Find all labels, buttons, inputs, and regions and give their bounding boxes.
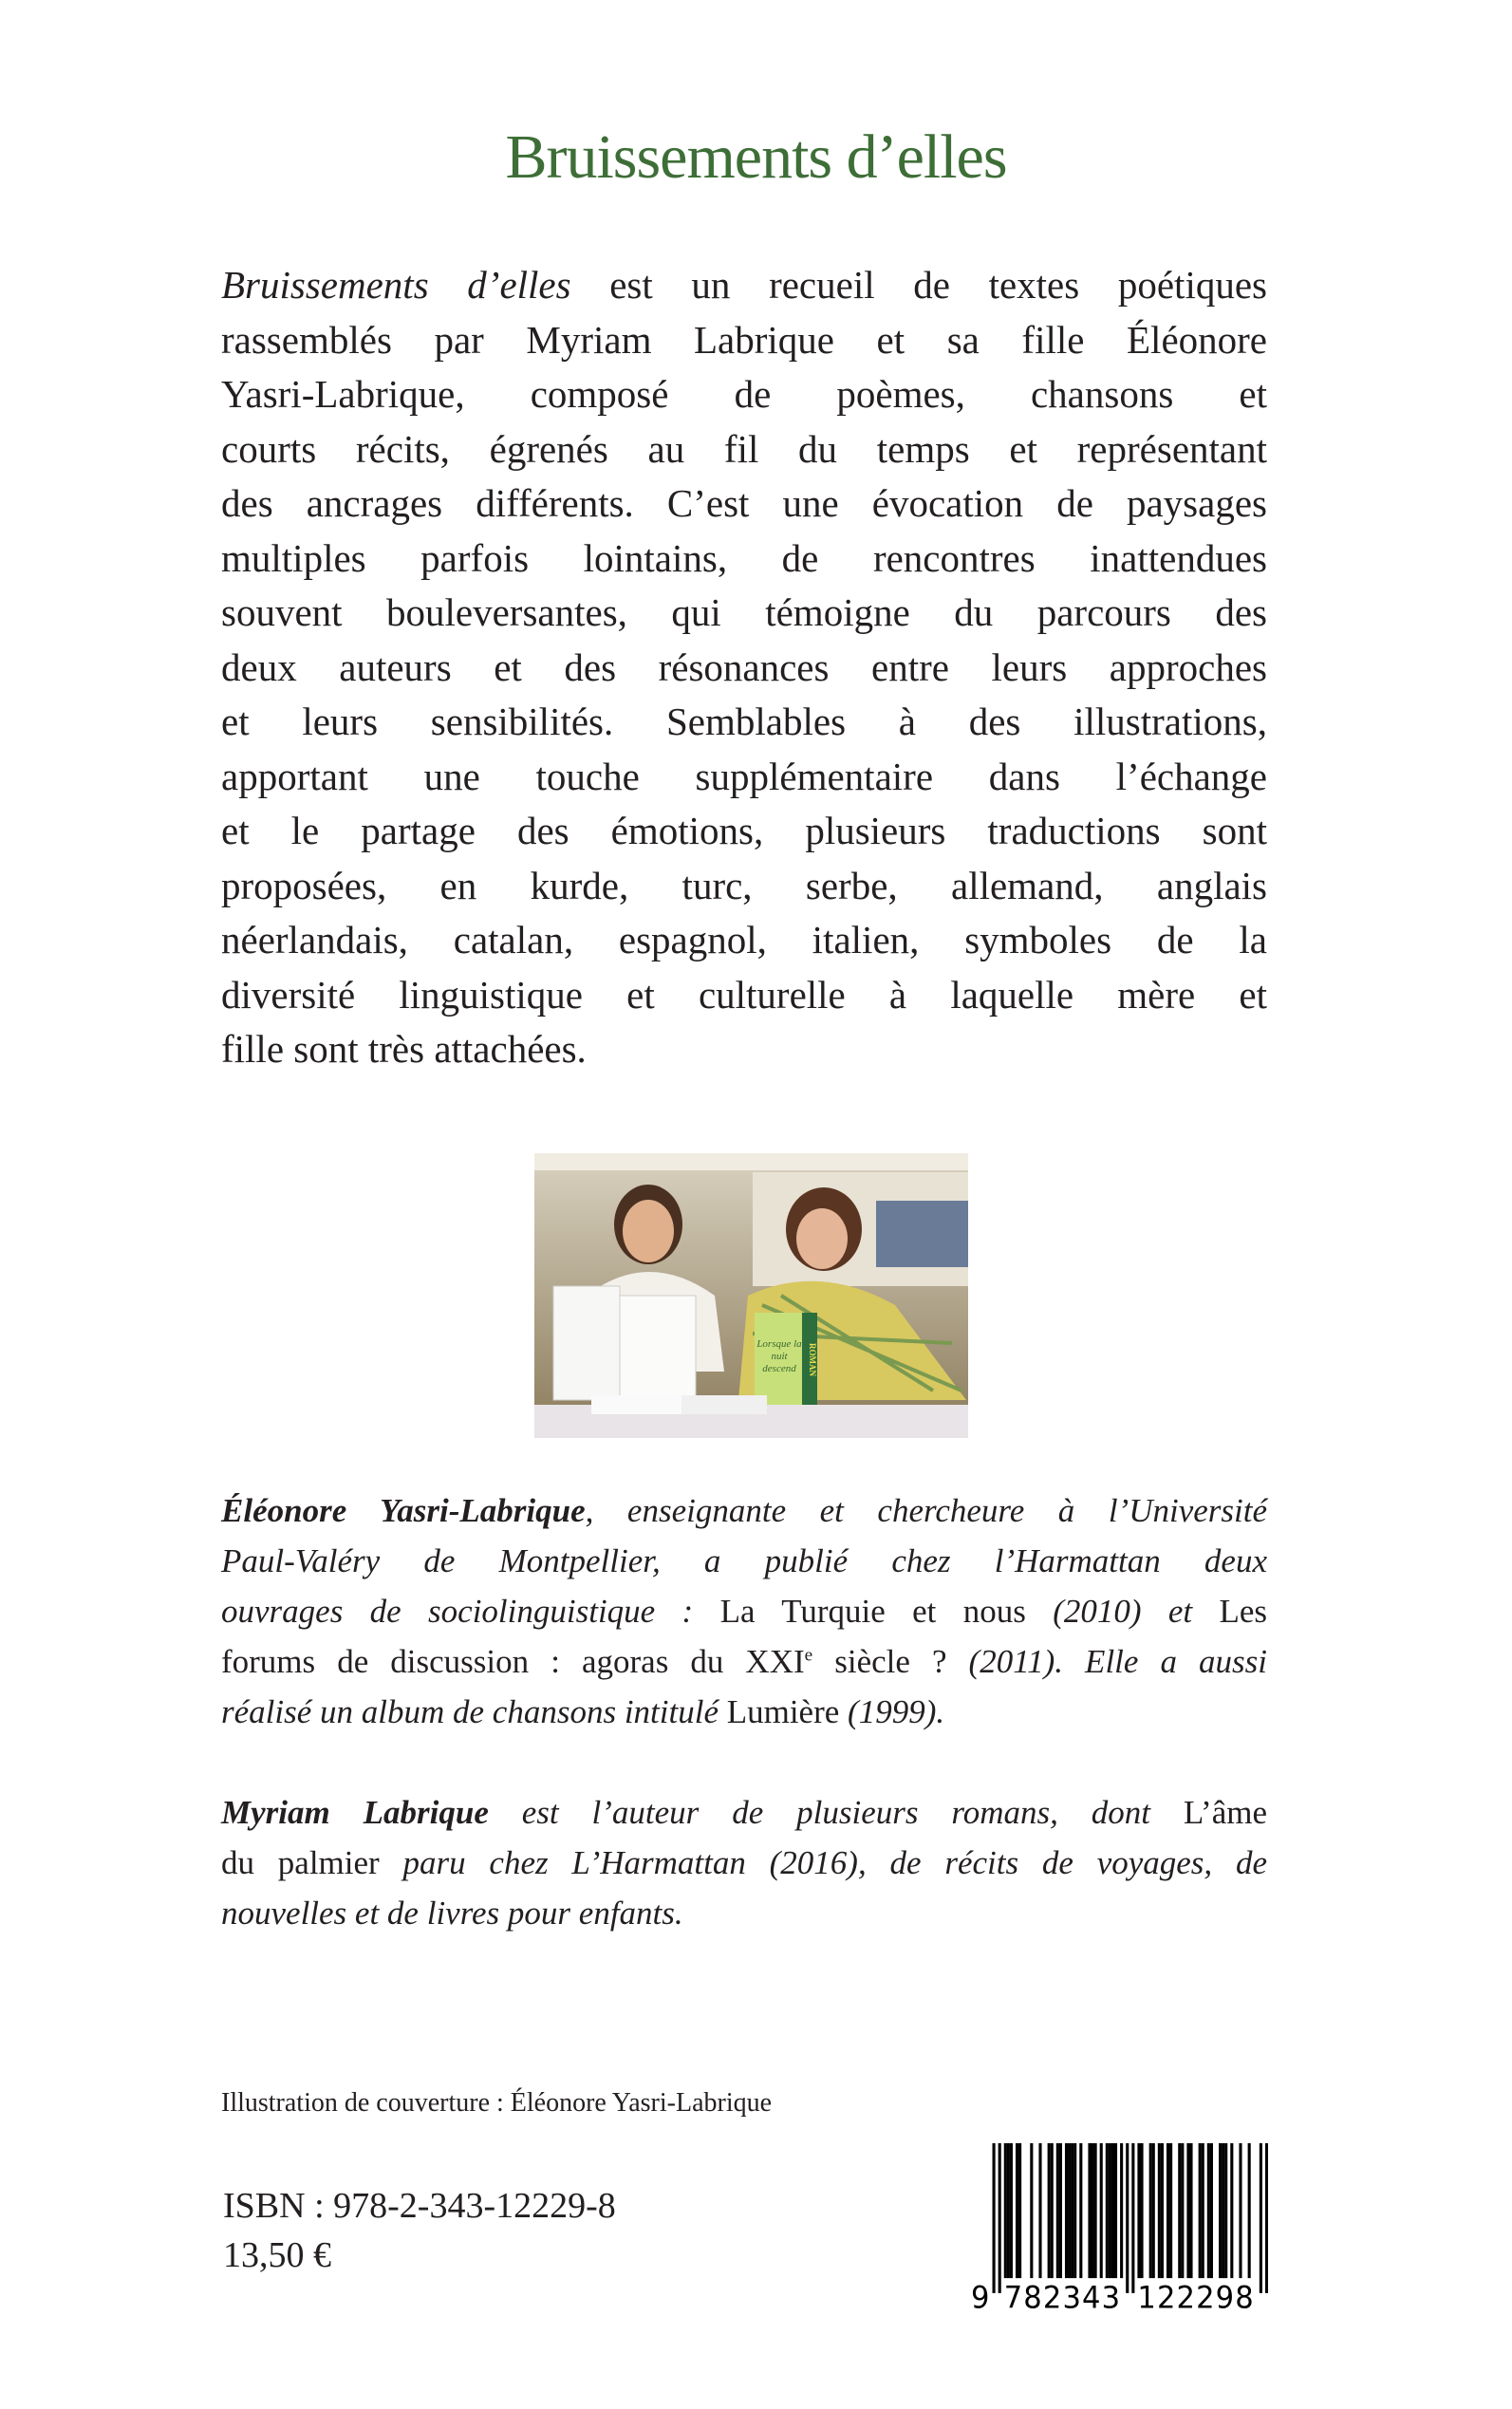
barcode-bar xyxy=(1239,2143,1241,2278)
text-line xyxy=(221,258,1267,313)
barcode-bar xyxy=(1158,2143,1161,2278)
barcode-bar xyxy=(1210,2143,1213,2278)
barcode-bar xyxy=(1004,2143,1007,2278)
cover-credit: Illustration de couverture : Éléonore Yasri-Labrique xyxy=(221,2088,773,2118)
text-segment: Lumière xyxy=(726,1693,849,1730)
barcode-bar xyxy=(1219,2143,1222,2278)
text-line xyxy=(221,1787,1267,1838)
barcode-bar xyxy=(1178,2143,1181,2278)
text-line xyxy=(221,804,1267,859)
text-line xyxy=(221,968,1267,1023)
barcode-bar xyxy=(1038,2143,1041,2278)
isbn: ISBN : 978-2-343-12229-8 xyxy=(223,2186,616,2226)
barcode-bar xyxy=(1199,2143,1202,2278)
text-segment: e xyxy=(804,1645,813,1666)
text-segment: forums de discussion : agoras du XXI xyxy=(221,1643,805,1680)
barcode-bar xyxy=(1140,2143,1143,2278)
barcode-bar xyxy=(1260,2143,1262,2293)
text-segment: souvent bouleversantes, qui témoigne du parcours des xyxy=(221,590,1267,634)
barcode-bar xyxy=(1088,2143,1091,2278)
text-line xyxy=(221,859,1267,914)
text-line xyxy=(221,1687,1267,1737)
barcode-digits: 782343 xyxy=(1003,2281,1121,2314)
barcode-bar xyxy=(1010,2143,1013,2278)
text-segment: Yasri-Labrique, composé de poèmes, chansons et xyxy=(221,372,1267,416)
text-line xyxy=(221,695,1267,750)
text-line xyxy=(221,913,1267,968)
price: 13,50 € xyxy=(223,2235,331,2275)
barcode-bar xyxy=(1100,2143,1103,2278)
barcode-bar xyxy=(1071,2143,1073,2278)
barcode-bar xyxy=(1059,2143,1062,2278)
barcode-bar xyxy=(1073,2143,1076,2278)
text-segment: siècle ? xyxy=(812,1643,969,1680)
text-segment: L’âme xyxy=(1183,1794,1267,1831)
barcode-bar xyxy=(1030,2143,1033,2278)
text-segment: nouvelles et de livres pour enfants. xyxy=(221,1895,683,1932)
text-line xyxy=(221,1586,1267,1636)
text-line xyxy=(221,532,1267,587)
barcode-digits: 9 xyxy=(971,2281,990,2314)
barcode-bar xyxy=(1189,2143,1192,2278)
barcode-bar xyxy=(1111,2143,1114,2278)
barcode-bar xyxy=(1131,2143,1134,2293)
text-segment: Éléonore Yasri-Labrique xyxy=(221,1492,586,1529)
text-line xyxy=(221,1888,1267,1938)
barcode-bar xyxy=(1152,2143,1155,2278)
text-line xyxy=(221,1838,1267,1888)
text-segment: , enseignante et chercheure à l’Université xyxy=(585,1492,1267,1529)
barcode-bar xyxy=(1202,2143,1204,2278)
barcode-bar xyxy=(1126,2143,1129,2293)
barcode-bar xyxy=(1169,2143,1172,2278)
text-segment: des ancrages différents. C’est une évocation de paysages xyxy=(221,481,1267,525)
text-segment: et leurs sensibilités. Semblables à des illustrations, xyxy=(221,700,1267,743)
text-segment: apportant une touche supplémentaire dans l’échange xyxy=(221,754,1267,798)
text-line xyxy=(221,641,1267,696)
text-line xyxy=(221,1485,1267,1536)
authors-photo xyxy=(534,1153,968,1438)
barcode-bar xyxy=(1065,2143,1068,2278)
barcode-bar xyxy=(1248,2143,1251,2278)
photo-book-title: Lorsque la nuit descend xyxy=(756,1338,802,1374)
barcode xyxy=(966,2143,1268,2314)
barcode-bar xyxy=(999,2143,1001,2293)
text-segment: du palmier xyxy=(221,1844,403,1881)
text-segment: proposées, en kurde, turc, serbe, allemand, anglais xyxy=(221,863,1267,907)
barcode-bar xyxy=(1091,2143,1093,2278)
text-segment: courts récits, égrenés au fil du temps et représentant xyxy=(221,426,1267,471)
text-line xyxy=(221,313,1267,368)
bio-eleonore xyxy=(221,1485,1267,1737)
barcode-bar xyxy=(1007,2143,1010,2278)
barcode-bar xyxy=(1181,2143,1184,2278)
bio-myriam xyxy=(221,1787,1267,1938)
text-segment: réalisé un album de chansons intitulé xyxy=(221,1693,727,1730)
book-spine-text: ROMAN xyxy=(808,1343,817,1376)
barcode-bar xyxy=(1167,2143,1169,2278)
barcode-bar xyxy=(1068,2143,1071,2278)
barcode-bar xyxy=(1094,2143,1097,2278)
text-line xyxy=(221,1536,1267,1586)
text-segment: paru chez L’Harmattan (2016), de récits de voyages, de xyxy=(402,1844,1268,1881)
barcode-digits: 122298 xyxy=(1137,2281,1254,2314)
barcode-bar xyxy=(1018,2143,1021,2278)
barcode-bar xyxy=(1109,2143,1111,2278)
barcode-bar xyxy=(1230,2143,1233,2278)
barcode-bar xyxy=(1265,2143,1268,2293)
text-segment: Les xyxy=(1219,1593,1268,1630)
text-segment: ouvrages de sociolinguistique : xyxy=(221,1593,720,1630)
barcode-bar xyxy=(1149,2143,1152,2278)
barcode-bar xyxy=(1051,2143,1054,2278)
text-line xyxy=(221,422,1267,477)
text-segment: et le partage des émotions, plusieurs traductions sont xyxy=(221,809,1267,852)
text-segment: (2010) et xyxy=(1053,1593,1220,1630)
barcode-bar xyxy=(1137,2143,1140,2278)
text-line xyxy=(221,586,1267,641)
barcode-bar xyxy=(1114,2143,1117,2278)
barcode-bar xyxy=(1048,2143,1051,2278)
text-segment: (1999). xyxy=(848,1693,945,1730)
text-segment: deux auteurs et des résonances entre leurs approches xyxy=(221,644,1267,689)
text-segment: (2011). Elle a aussi xyxy=(968,1643,1267,1680)
barcode-bar xyxy=(1079,2143,1082,2278)
text-line xyxy=(221,476,1267,532)
text-line xyxy=(221,1636,1267,1687)
barcode-bar xyxy=(1106,2143,1109,2278)
text-line xyxy=(221,750,1267,805)
book-title: Bruissements d’elles xyxy=(505,122,1007,192)
barcode-bar xyxy=(1016,2143,1018,2278)
barcode-bar xyxy=(1207,2143,1210,2278)
summary-paragraph xyxy=(221,258,1267,1077)
barcode-bar xyxy=(1056,2143,1059,2278)
text-segment: fille sont très attachées. xyxy=(221,1027,587,1071)
barcode-bar xyxy=(1186,2143,1189,2278)
barcode-bar xyxy=(1161,2143,1164,2278)
barcode-bar xyxy=(1222,2143,1224,2278)
text-segment: rassemblés par Myriam Labrique et sa fille Éléonore xyxy=(221,317,1267,362)
barcode-bar xyxy=(993,2143,996,2293)
text-segment: Paul-Valéry de Montpellier, a publié chez l’Harmattan deux xyxy=(221,1542,1267,1579)
text-segment: diversité linguistique et culturelle à laquelle mère et xyxy=(221,972,1267,1017)
text-segment: Bruissements d’elles xyxy=(221,263,571,307)
text-segment: multiples parfois lointains, de rencontres inattendues xyxy=(221,535,1267,580)
text-segment: La Turquie et nous xyxy=(719,1593,1054,1630)
text-segment: est un recueil de textes poétiques xyxy=(570,263,1267,307)
barcode-bar xyxy=(1224,2143,1227,2278)
text-segment: néerlandais, catalan, espagnol, italien, symboles de la xyxy=(221,918,1267,962)
barcode-bar xyxy=(1120,2143,1123,2278)
text-segment: est l’auteur de plusieurs romans, dont xyxy=(488,1794,1184,1831)
text-segment: Myriam Labrique xyxy=(221,1794,489,1831)
text-line xyxy=(221,367,1267,422)
text-line xyxy=(221,1022,1267,1077)
